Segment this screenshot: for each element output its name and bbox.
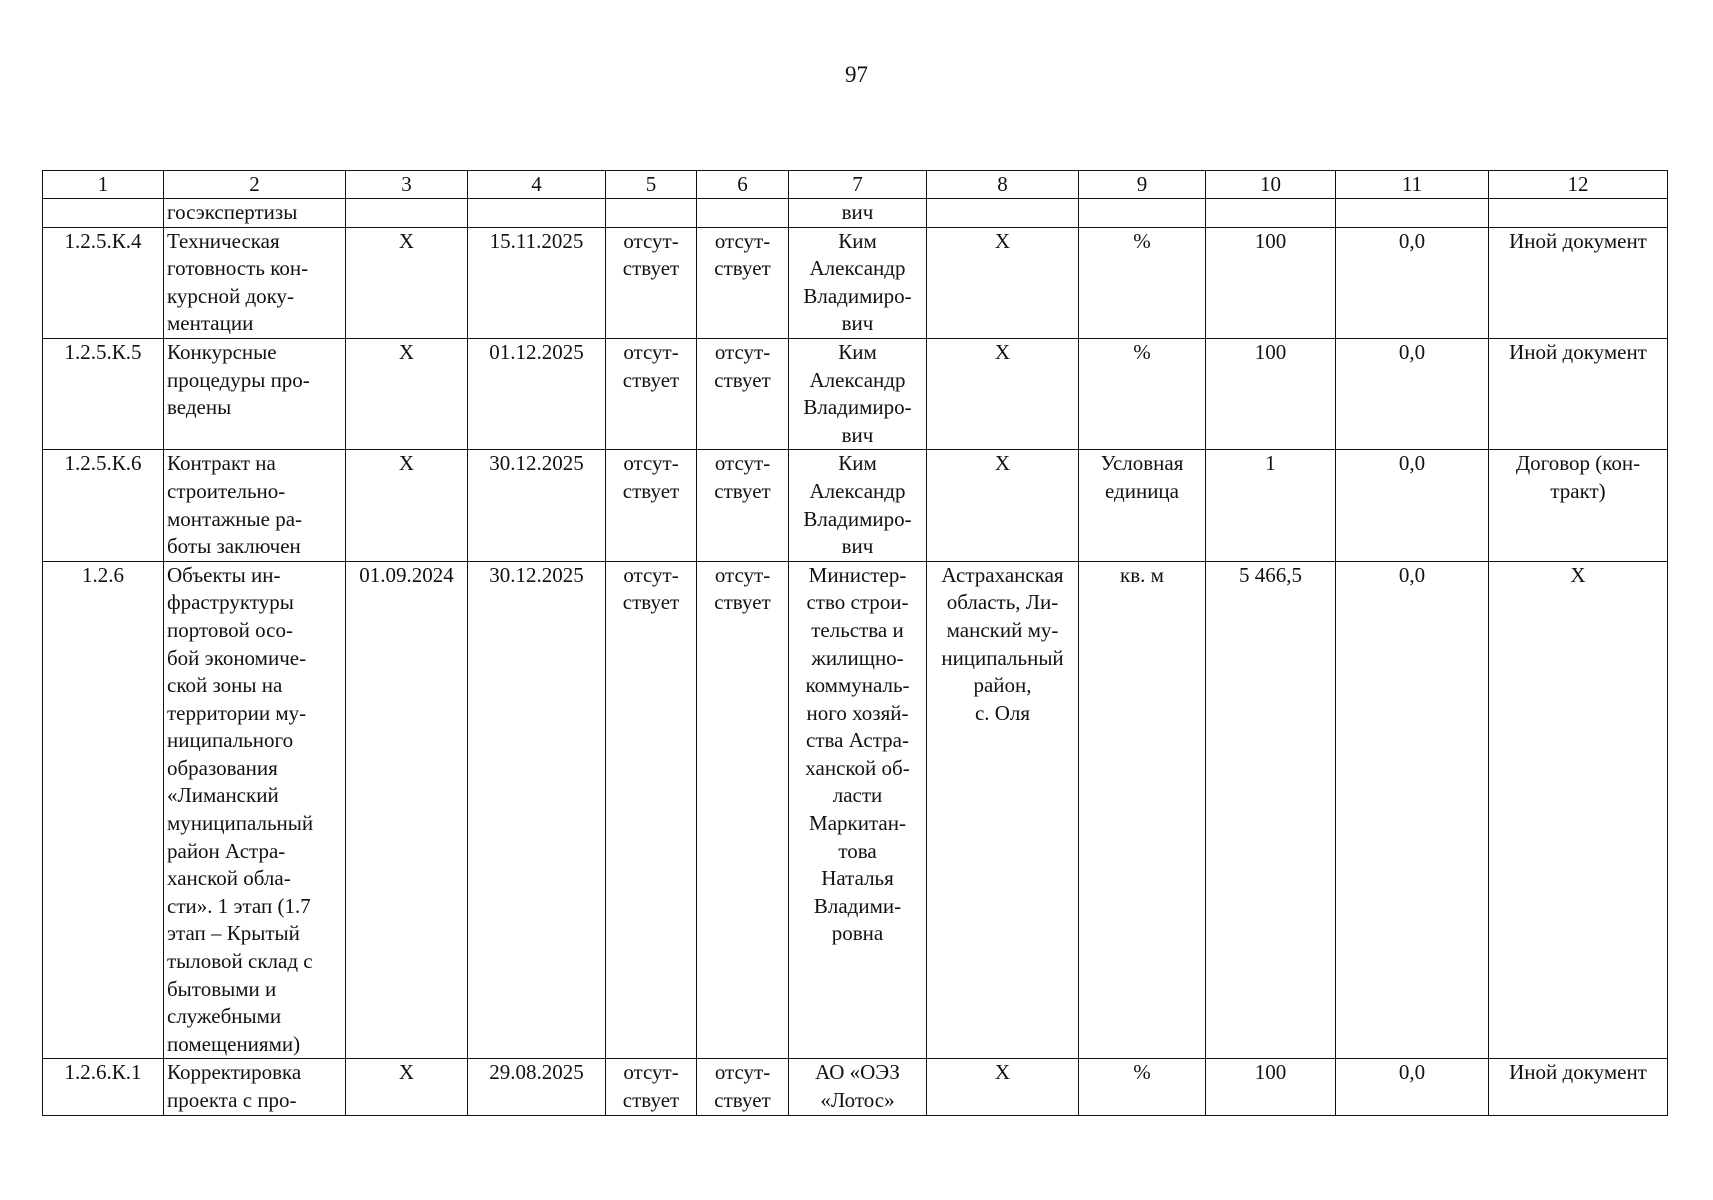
- cell-line: «Лиманский: [167, 783, 279, 808]
- row-id-cell: 1.2.5.К.5: [43, 338, 164, 449]
- row-id-cell: [43, 199, 164, 228]
- row-budget-cell: 0,0: [1336, 1059, 1489, 1115]
- row-location-cell: [927, 227, 1079, 338]
- row-document-cell: [1489, 1059, 1668, 1115]
- cell-line: ласти: [832, 783, 883, 808]
- cell-line: боты заключен: [167, 534, 301, 559]
- cell-line: тельства и: [811, 617, 904, 642]
- row-budget-cell: 0,0: [1336, 227, 1489, 338]
- cell-line: Владимиро-: [803, 506, 912, 531]
- cell-line: вич: [841, 311, 874, 336]
- cell-line: ведены: [167, 395, 232, 420]
- row-end-date-cell: 30.12.2025: [468, 450, 606, 561]
- row-col5-cell: [606, 227, 697, 338]
- cell-line: ство строи-: [806, 590, 909, 615]
- row-value-cell: 100: [1206, 1059, 1336, 1115]
- cell-line: ствует: [714, 367, 771, 392]
- cell-line: Х: [994, 1060, 1011, 1085]
- cell-line: процедуры про-: [167, 367, 310, 392]
- cell-line: единица: [1104, 478, 1179, 503]
- column-header: 12: [1489, 171, 1668, 199]
- row-location-cell: [927, 199, 1079, 228]
- row-name-cell: [164, 199, 346, 228]
- cell-line: Иной документ: [1509, 1060, 1647, 1085]
- row-id-cell: 1.2.5.К.6: [43, 450, 164, 561]
- row-value-cell: 5 466,5: [1206, 561, 1336, 1059]
- table-row: [43, 561, 1668, 1059]
- cell-line: ствует: [622, 478, 680, 503]
- row-start-date-cell: Х: [346, 227, 468, 338]
- cell-line: Маркитан-: [809, 811, 906, 836]
- cell-line: отсут-: [714, 228, 771, 253]
- row-budget-cell: 0,0: [1336, 561, 1489, 1059]
- row-document-cell: [1489, 338, 1668, 449]
- column-header: 4: [468, 171, 606, 199]
- table-row: [43, 199, 1668, 228]
- cell-line: тыловой склад с: [167, 949, 313, 974]
- cell-line: портовой осо-: [167, 617, 293, 642]
- row-end-date-cell: 01.12.2025: [468, 338, 606, 449]
- row-unit-cell: [1079, 338, 1206, 449]
- row-value-cell: 1: [1206, 450, 1336, 561]
- row-location-cell: [927, 338, 1079, 449]
- row-document-cell: [1489, 227, 1668, 338]
- row-responsible-cell: [789, 199, 927, 228]
- row-value-cell: [1206, 199, 1336, 228]
- cell-line: вич: [841, 200, 874, 224]
- cell-line: Ким: [838, 228, 877, 253]
- cell-line: ствует: [714, 590, 771, 615]
- cell-line: Владимиро-: [803, 395, 912, 420]
- row-location-cell: [927, 450, 1079, 561]
- row-value-cell: 100: [1206, 338, 1336, 449]
- cell-line: ства Астра-: [806, 728, 909, 753]
- cell-line: отсут-: [714, 451, 771, 476]
- cell-line: коммуналь-: [805, 673, 910, 698]
- cell-line: отсут-: [623, 228, 679, 253]
- column-header: 1: [43, 171, 164, 199]
- cell-line: район,: [973, 673, 1032, 698]
- cell-line: Ким: [838, 339, 877, 364]
- cell-line: образования: [167, 755, 278, 780]
- column-header: 10: [1206, 171, 1336, 199]
- table-row: [43, 227, 1668, 338]
- cell-line: Х: [1570, 562, 1586, 587]
- row-location-cell: [927, 561, 1079, 1059]
- row-end-date-cell: [468, 199, 606, 228]
- column-header: 8: [927, 171, 1079, 199]
- cell-line: Александр: [809, 256, 906, 281]
- cell-line: %: [1133, 228, 1151, 253]
- column-header: 6: [697, 171, 789, 199]
- cell-line: область, Ли-: [946, 590, 1059, 615]
- row-unit-cell: [1079, 227, 1206, 338]
- row-unit-cell: [1079, 199, 1206, 228]
- table-row: [43, 450, 1668, 561]
- column-header: 7: [789, 171, 927, 199]
- header-row: [43, 171, 1668, 199]
- row-responsible-cell: [789, 227, 927, 338]
- row-end-date-cell: 30.12.2025: [468, 561, 606, 1059]
- cell-line: ствует: [622, 590, 680, 615]
- row-start-date-cell: [346, 199, 468, 228]
- cell-line: вич: [841, 534, 874, 559]
- cell-line: Наталья: [821, 866, 894, 891]
- row-name-cell: [164, 450, 346, 561]
- cell-line: Х: [994, 339, 1011, 364]
- row-start-date-cell: 01.09.2024: [346, 561, 468, 1059]
- row-col5-cell: [606, 561, 697, 1059]
- cell-line: ханской обла-: [167, 866, 291, 891]
- cell-line: кв. м: [1120, 562, 1164, 587]
- cell-line: Конкурсные: [167, 339, 277, 364]
- cell-line: ствует: [714, 256, 771, 281]
- cell-line: ствует: [622, 256, 680, 281]
- row-name-cell: [164, 338, 346, 449]
- cell-line: отсут-: [623, 562, 679, 587]
- row-responsible-cell: [789, 561, 927, 1059]
- row-col6-cell: [697, 450, 789, 561]
- row-responsible-cell: [789, 338, 927, 449]
- row-start-date-cell: Х: [346, 1059, 468, 1115]
- cell-line: тракт): [1550, 478, 1606, 503]
- row-col5-cell: [606, 338, 697, 449]
- row-budget-cell: [1336, 199, 1489, 228]
- cell-line: Иной документ: [1509, 339, 1647, 364]
- cell-line: монтажные ра-: [167, 506, 303, 531]
- cell-line: ской зоны на: [167, 673, 283, 698]
- row-col6-cell: [697, 561, 789, 1059]
- cell-line: Министер-: [808, 562, 907, 587]
- cell-line: %: [1133, 339, 1151, 364]
- cell-line: Корректировка: [167, 1060, 302, 1085]
- row-document-cell: [1489, 561, 1668, 1059]
- column-header: 11: [1336, 171, 1489, 199]
- row-document-cell: [1489, 450, 1668, 561]
- plan-table: [42, 170, 1668, 1116]
- cell-line: сти». 1 этап (1.7: [167, 893, 311, 918]
- row-budget-cell: 0,0: [1336, 450, 1489, 561]
- cell-line: ханской об-: [805, 755, 910, 780]
- row-name-cell: [164, 227, 346, 338]
- row-budget-cell: 0,0: [1336, 338, 1489, 449]
- cell-line: отсут-: [714, 339, 771, 364]
- cell-line: проекта с про-: [167, 1088, 297, 1112]
- row-name-cell: [164, 561, 346, 1059]
- cell-line: %: [1133, 1060, 1151, 1085]
- cell-line: Х: [994, 451, 1011, 476]
- cell-line: Иной документ: [1509, 228, 1647, 253]
- cell-line: этап – Крытый: [167, 921, 300, 946]
- cell-line: Объекты ин-: [167, 562, 281, 587]
- cell-line: госэкспертизы: [167, 200, 298, 224]
- row-end-date-cell: 29.08.2025: [468, 1059, 606, 1115]
- row-unit-cell: [1079, 561, 1206, 1059]
- cell-line: отсут-: [714, 1060, 771, 1085]
- cell-line: строительно-: [167, 478, 286, 503]
- row-unit-cell: [1079, 450, 1206, 561]
- cell-line: ствует: [622, 367, 680, 392]
- cell-line: вич: [841, 422, 874, 447]
- row-id-cell: 1.2.6.К.1: [43, 1059, 164, 1115]
- row-col5-cell: [606, 199, 697, 228]
- cell-line: ровна: [831, 921, 884, 946]
- cell-line: манский му-: [946, 617, 1059, 642]
- cell-line: отсут-: [623, 339, 679, 364]
- column-header: 5: [606, 171, 697, 199]
- cell-line: помещениями): [167, 1031, 301, 1056]
- row-responsible-cell: [789, 450, 927, 561]
- cell-line: район Астра-: [167, 838, 286, 863]
- cell-line: АО «ОЭЗ: [815, 1060, 900, 1085]
- cell-line: Техническая: [167, 228, 280, 253]
- cell-line: отсут-: [623, 1060, 679, 1085]
- cell-line: бытовыми и: [167, 976, 277, 1001]
- cell-line: отсут-: [623, 451, 679, 476]
- row-end-date-cell: 15.11.2025: [468, 227, 606, 338]
- cell-line: курсной доку-: [167, 283, 295, 308]
- cell-line: с. Оля: [974, 700, 1031, 725]
- row-start-date-cell: Х: [346, 450, 468, 561]
- cell-line: территории му-: [167, 700, 307, 725]
- row-id-cell: 1.2.5.К.4: [43, 227, 164, 338]
- cell-line: Х: [994, 228, 1011, 253]
- cell-line: Контракт на: [167, 451, 276, 476]
- cell-line: Владимиро-: [803, 283, 912, 308]
- cell-line: Астраханская: [941, 562, 1064, 587]
- cell-line: фраструктуры: [167, 590, 294, 615]
- cell-line: отсут-: [714, 562, 771, 587]
- cell-line: ментации: [167, 311, 254, 336]
- cell-line: ствует: [622, 1088, 680, 1112]
- cell-line: ниципального: [167, 728, 294, 753]
- cell-line: «Лотос»: [820, 1088, 895, 1112]
- cell-line: служебными: [167, 1004, 282, 1029]
- row-name-cell: [164, 1059, 346, 1115]
- row-col6-cell: [697, 199, 789, 228]
- cell-line: Ким: [838, 451, 877, 476]
- row-id-cell: 1.2.6: [43, 561, 164, 1059]
- column-header: 3: [346, 171, 468, 199]
- page-number: 97: [845, 62, 868, 87]
- table-row: [43, 338, 1668, 449]
- cell-line: ного хозяй-: [806, 700, 909, 725]
- cell-line: муниципальный: [167, 811, 314, 836]
- row-start-date-cell: Х: [346, 338, 468, 449]
- cell-line: ствует: [714, 1088, 771, 1112]
- cell-line: жилищно-: [811, 645, 904, 670]
- row-unit-cell: [1079, 1059, 1206, 1115]
- row-col6-cell: [697, 1059, 789, 1115]
- column-header: 2: [164, 171, 346, 199]
- row-col6-cell: [697, 338, 789, 449]
- row-location-cell: [927, 1059, 1079, 1115]
- cell-line: Условная: [1100, 451, 1184, 476]
- cell-line: готовность кон-: [167, 256, 309, 281]
- cell-line: ниципальный: [941, 645, 1064, 670]
- column-header: 9: [1079, 171, 1206, 199]
- table-row: [43, 1059, 1668, 1115]
- cell-line: Договор (кон-: [1515, 451, 1641, 476]
- cell-line: бой экономиче-: [167, 645, 307, 670]
- row-col5-cell: [606, 1059, 697, 1115]
- row-responsible-cell: [789, 1059, 927, 1115]
- cell-line: ствует: [714, 478, 771, 503]
- row-col6-cell: [697, 227, 789, 338]
- cell-line: това: [838, 838, 877, 863]
- row-value-cell: 100: [1206, 227, 1336, 338]
- cell-line: Александр: [809, 367, 906, 392]
- row-col5-cell: [606, 450, 697, 561]
- cell-line: Александр: [809, 478, 906, 503]
- cell-line: Владими-: [813, 893, 902, 918]
- row-document-cell: [1489, 199, 1668, 228]
